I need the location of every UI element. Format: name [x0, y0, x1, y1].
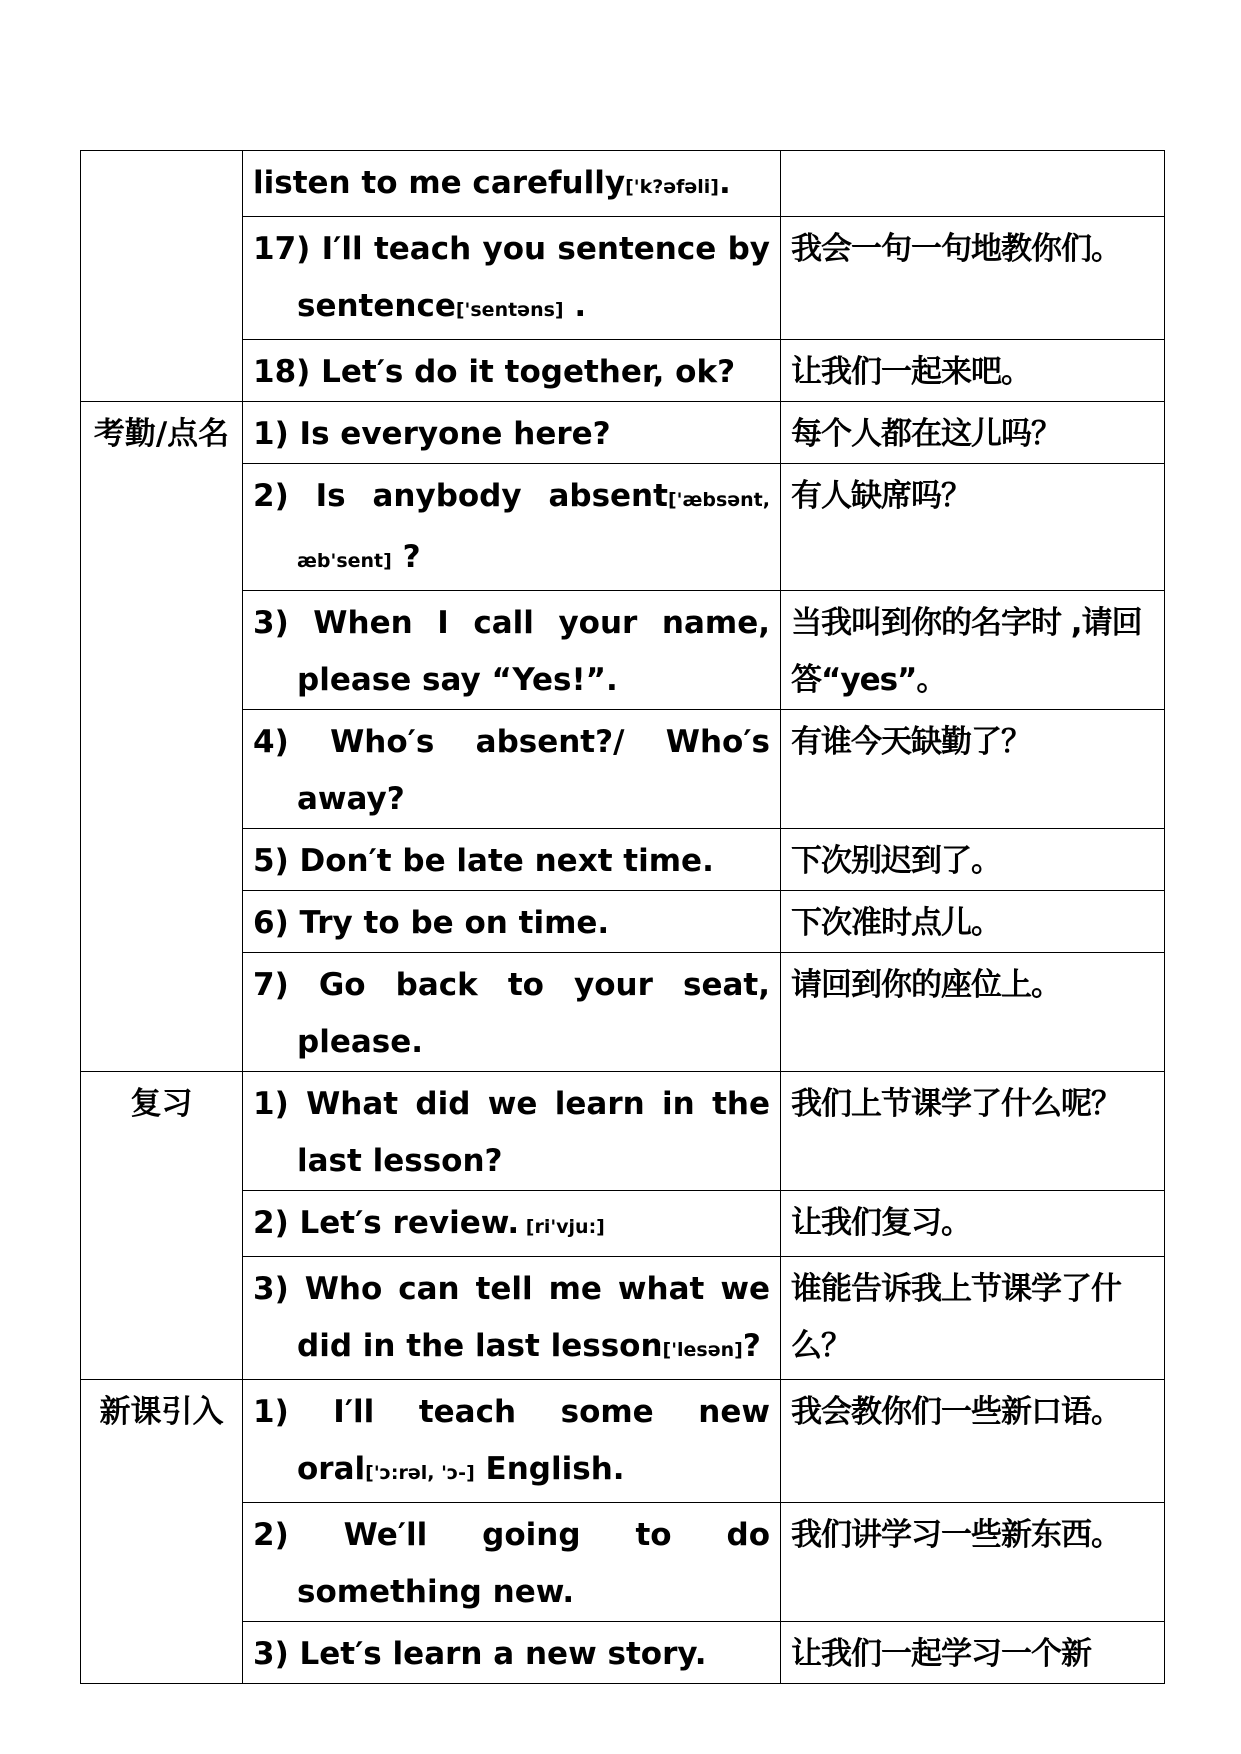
chinese-cell: 请回到你的座位上。	[781, 953, 1165, 1072]
chinese-cell: 让我们复习。	[781, 1191, 1165, 1257]
table-row	[81, 1503, 1165, 1622]
english-cell	[243, 1191, 781, 1257]
english-cell	[243, 829, 781, 891]
table-row	[81, 1622, 1165, 1684]
english-text: listen to me carefully	[253, 165, 626, 201]
english-text: 17) I′ll teach you sentence by sentence	[253, 231, 770, 324]
chinese-cell: 当我叫到你的名字时 ,请回答“yes”。	[781, 591, 1165, 710]
table-row	[81, 591, 1165, 710]
table-row	[81, 1191, 1165, 1257]
phonetic-text: [ri'vju:]	[519, 1216, 605, 1238]
english-cell	[243, 217, 781, 340]
english-cell	[243, 464, 781, 591]
english-cell	[243, 1257, 781, 1380]
english-cell	[243, 591, 781, 710]
english-text: 5) Don′t be late next time.	[253, 843, 714, 879]
phonetic-text: ['k?əfəli]	[625, 176, 719, 198]
english-tail: English.	[474, 1451, 625, 1487]
chinese-cell	[781, 151, 1165, 217]
chinese-cell: 有谁今天缺勤了？	[781, 710, 1165, 829]
category-cell-empty	[81, 151, 243, 402]
table-row	[81, 402, 1165, 464]
chinese-cell: 下次准时点儿。	[781, 891, 1165, 953]
phonetic-text: ['æbsənt, æb'sent]	[297, 489, 770, 572]
english-text: 3) Who can tell me what we did in the last lesson	[253, 1271, 770, 1364]
phonetic-text: ['lesən]	[662, 1339, 743, 1361]
english-cell	[243, 151, 781, 217]
chinese-cell: 每个人都在这儿吗？	[781, 402, 1165, 464]
table-row	[81, 217, 1165, 340]
english-text: 2) We′ll going to do something new.	[253, 1517, 770, 1610]
english-cell	[243, 1072, 781, 1191]
english-cell	[243, 953, 781, 1072]
table-row	[81, 1072, 1165, 1191]
english-text: 3) When I call your name, please say “Yes!”.	[253, 605, 770, 698]
chinese-cell: 让我们一起学习一个新	[781, 1622, 1165, 1684]
table-row	[81, 710, 1165, 829]
english-cell	[243, 1380, 781, 1503]
english-cell	[243, 710, 781, 829]
english-text: 2) Is anybody absent	[253, 478, 668, 514]
chinese-cell: 谁能告诉我上节课学了什么？	[781, 1257, 1165, 1380]
table-row	[81, 464, 1165, 591]
english-text: 4) Who′s absent?/ Who′s away?	[253, 724, 770, 817]
english-text: 6) Try to be on time.	[253, 905, 610, 941]
english-cell	[243, 402, 781, 464]
english-tail: ?	[742, 1328, 761, 1364]
phrase-table	[80, 150, 1165, 1684]
table-row	[81, 829, 1165, 891]
english-text: 1) I′ll teach some new oral	[253, 1394, 770, 1487]
chinese-cell: 让我们一起来吧。	[781, 340, 1165, 402]
phonetic-text: ['ɔ:rəl, 'ɔ-]	[365, 1462, 475, 1484]
english-text: 7) Go back to your seat, please.	[253, 967, 770, 1060]
english-cell	[243, 891, 781, 953]
table-row	[81, 151, 1165, 217]
table-row	[81, 891, 1165, 953]
english-text: 1) What did we learn in the last lesson?	[253, 1086, 770, 1179]
chinese-cell: 我会教你们一些新口语。	[781, 1380, 1165, 1503]
category-cell-attendance: 考勤/点名	[81, 402, 243, 1072]
english-cell	[243, 1503, 781, 1622]
english-tail: ?	[391, 539, 421, 575]
table-row	[81, 1380, 1165, 1503]
english-text: 1) Is everyone here?	[253, 416, 611, 452]
chinese-cell: 我们讲学习一些新东西。	[781, 1503, 1165, 1622]
chinese-cell: 我会一句一句地教你们。	[781, 217, 1165, 340]
english-cell	[243, 340, 781, 402]
english-text: 3) Let′s learn a new story.	[253, 1636, 707, 1672]
english-text: 2) Let′s review.	[253, 1205, 520, 1241]
category-cell-new-lesson: 新课引入	[81, 1380, 243, 1684]
table-row	[81, 953, 1165, 1072]
category-cell-review: 复习	[81, 1072, 243, 1380]
table-row	[81, 340, 1165, 402]
english-tail: .	[563, 288, 587, 324]
english-text: 18) Let′s do it together, ok?	[253, 354, 736, 390]
english-tail: .	[718, 165, 731, 201]
phonetic-text: ['sentəns]	[455, 299, 564, 321]
chinese-cell: 我们上节课学了什么呢？	[781, 1072, 1165, 1191]
english-cell	[243, 1622, 781, 1684]
table-row	[81, 1257, 1165, 1380]
chinese-cell: 有人缺席吗？	[781, 464, 1165, 591]
chinese-cell: 下次别迟到了。	[781, 829, 1165, 891]
